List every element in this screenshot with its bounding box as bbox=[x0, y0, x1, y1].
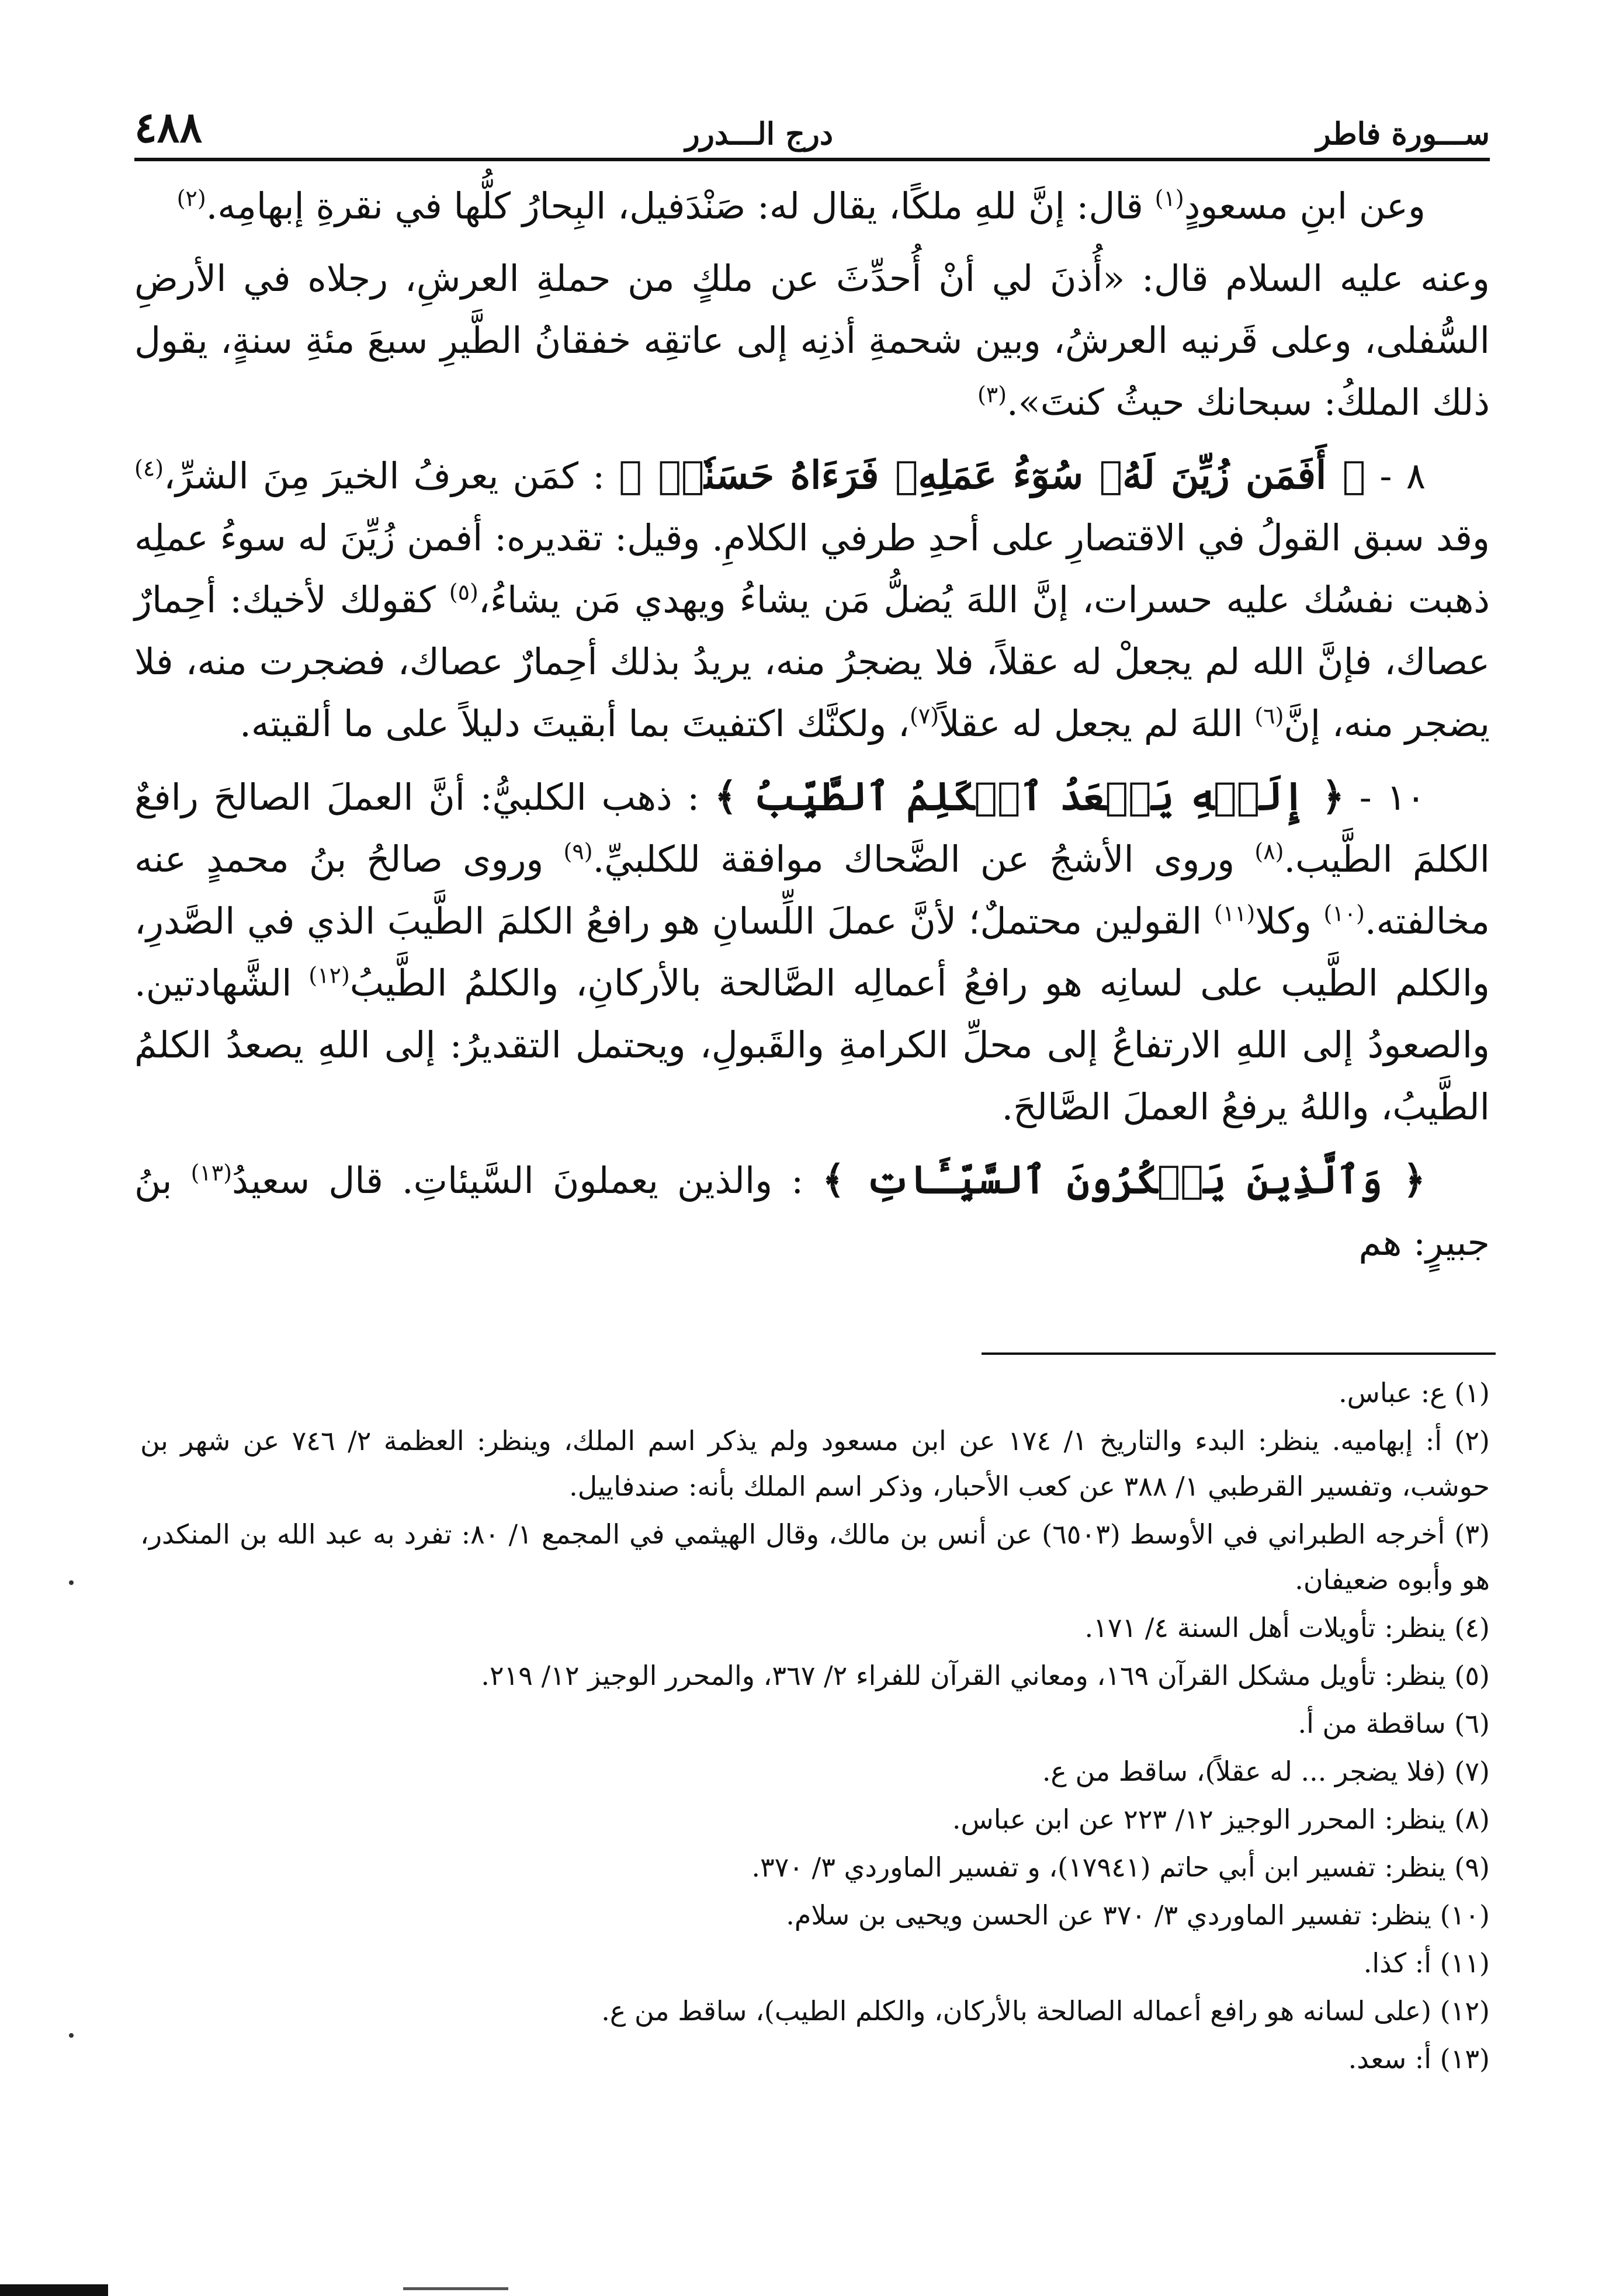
footnote-1: (١) ع: عباس. bbox=[1338, 1377, 1490, 1409]
text-run: قال: إنَّ للهِ ملكًا، يقال له: صَنْدَفيل، البِحارُ كلُّها في نقرةِ إبهامِه. bbox=[206, 185, 1155, 227]
scan-speck bbox=[69, 2033, 74, 2038]
footnote-7: (٧) (فلا يضجر ... له عقلاً)، ساقط من ع. bbox=[1042, 1756, 1490, 1787]
footnote-ref[interactable]: (٤) bbox=[134, 455, 164, 481]
text-run: وكلا bbox=[1255, 900, 1324, 942]
text-run: كقولك لأخيك: أحِمارٌ عصاك، فإنَّ الله لم يجعلْ له عقلاً، فلا يضجرُ منه، يريدُ بذلك أحِمارٌ عصاك، فضجرت منه، فلا يضجر منه، إنَّ bbox=[134, 578, 1490, 745]
running-header bbox=[134, 88, 1490, 152]
footnote-11: (١١) أ: كذا. bbox=[1363, 1947, 1490, 1979]
quran-quote: ﴿ أَفَمَن زُيِّنَ لَهُۥ سُوٓءُ عَمَلِهِۦ فَرَءَاهُ حَسَنٗاۖ ﴾ bbox=[619, 452, 1366, 498]
footnote-2: (٢) أ: إبهاميه. ينظر: البدء والتاريخ ١/ ١٧٤ عن ابن مسعود ولم يذكر اسم الملك، وينظر: العظمة ٢/ ٧٤٦ عن شهر بن حوشب، وتفسير القرطبي ١/ ٣٨٨ عن كعب الأحبار، وذكر اسم الملك بأنه: صندفاييل. bbox=[140, 1425, 1490, 1502]
footnote-ref[interactable]: (١٠) bbox=[1323, 900, 1365, 927]
footnote-ref[interactable]: (١) bbox=[1154, 185, 1184, 211]
text-run: : والذين يعملونَ السَّيئاتِ. قال سعيدُ bbox=[232, 1159, 823, 1202]
footnote-ref[interactable]: (٨) bbox=[1254, 838, 1284, 865]
text-run: ، ولكنَّك اكتفيتَ بما أبقيتَ دليلاً على ما ألقيته. bbox=[240, 702, 910, 745]
paragraph-verse-8 bbox=[134, 444, 1490, 755]
footnote-ref[interactable]: (٣) bbox=[977, 381, 1007, 408]
text-run: اللهَ لم يجعل له عقلاً bbox=[939, 702, 1255, 745]
text-run: وعنه عليه السلام قال: «أُذنَ لي أنْ أُحدِّثَ عن ملكٍ من حملةِ العرشِ، رجلاه في الأرضِ السُّفلى، وعلى قَرنيه العرشُ، وبين شحمةِ أذنِه إلى عاتقِه خفقانُ الطَّيرِ سبعَ مئةِ سنةٍ، يقول ذلك الملكُ: سبحانك حيثُ كنتَ». bbox=[134, 257, 1490, 424]
verse-number: ٨ - bbox=[1365, 455, 1426, 497]
footnote-5: (٥) ينظر: تأويل مشكل القرآن ١٦٩، ومعاني القرآن للفراء ٢/ ٣٦٧، والمحرر الوجيز ١٢/ ٢١٩. bbox=[481, 1660, 1490, 1691]
paragraph-verse-10b bbox=[134, 1149, 1490, 1274]
footnote-ref[interactable]: (٧) bbox=[910, 703, 939, 729]
surah-title: ســـورة فاطر bbox=[1316, 116, 1490, 152]
text-run: وروى صالحُ بنُ محمدٍ عنه مخالفته. bbox=[134, 838, 1490, 942]
footnote-ref[interactable]: (٥) bbox=[449, 579, 478, 605]
footnote-8: (٨) ينظر: المحرر الوجيز ١٢/ ٢٢٣ عن ابن عباس. bbox=[952, 1803, 1490, 1835]
footnote-ref[interactable]: (٦) bbox=[1254, 703, 1284, 729]
header-rule bbox=[134, 158, 1490, 161]
book-title: درج الـــدرر bbox=[685, 116, 834, 152]
text-run: وروى الأشجُ عن الضَّحاك موافقة للكلبيِّ. bbox=[592, 838, 1255, 880]
paragraph-2 bbox=[134, 248, 1490, 433]
scan-speck bbox=[69, 1580, 74, 1585]
footnote-12: (١٢) (على لسانه هو رافع أعماله الصالحة بالأركان، والكلم الطيب)، ساقط من ع. bbox=[601, 1995, 1490, 2027]
paragraph-verse-10 bbox=[134, 765, 1490, 1138]
quran-quote: ﴿ إِلَيۡهِ يَصۡعَدُ ٱلۡكَلِمُ ٱلطَّيِّبُ ﴾ bbox=[714, 774, 1345, 819]
text-run: القولين محتملٌ؛ لأنَّ عملَ اللِّسانِ هو رافعُ الكلمَ الطَّيبَ الذي في الصَّدرِ، والكلم الطَّيب على لسانِه هو رافعُ أعمالِه الصَّالحة بالأركانِ، والكلمُ الطَّيبُ bbox=[134, 900, 1490, 1004]
footnotes bbox=[140, 1370, 1490, 2084]
footnote-9: (٩) ينظر: تفسير ابن أبي حاتم (١٧٩٤١)، و تفسير الماوردي ٣/ ٣٧٠. bbox=[751, 1851, 1490, 1883]
footnote-6: (٦) ساقطة من أ. bbox=[1298, 1708, 1490, 1739]
text-run: وقد سبق القولُ في الاقتصارِ على أحدِ طرفي الكلامِ. وقيل: تقديره: أفمن زُيِّنَ له سوءُ عملِه ذهبت نفسُك عليه حسرات، إنَّ اللهَ يُضلُّ مَن يشاءُ ويهدي مَن يشاءُ، bbox=[134, 516, 1490, 621]
scan-edge-bar bbox=[0, 2284, 108, 2296]
footnote-rule bbox=[982, 1352, 1496, 1355]
footnote-ref[interactable]: (١٣) bbox=[190, 1160, 233, 1186]
footnote-ref[interactable]: (١١) bbox=[1213, 900, 1256, 927]
main-text bbox=[134, 175, 1490, 1284]
text-run: بنُ جبيرٍ: هم bbox=[134, 1159, 1490, 1264]
footnote-3: (٣) أخرجه الطبراني في الأوسط (٦٥٠٣) عن أنس بن مالك، وقال الهيثمي في المجمع ١/ ٨٠: تفرد به عبد الله بن المنكدر، هو وأبوه ضعيفان. bbox=[140, 1518, 1490, 1596]
footnote-ref[interactable]: (٢) bbox=[176, 185, 206, 211]
footnote-ref[interactable]: (١٢) bbox=[308, 962, 350, 989]
footnote-10: (١٠) ينظر: تفسير الماوردي ٣/ ٣٧٠ عن الحسن ويحيى بن سلام. bbox=[786, 1899, 1490, 1931]
verse-number: ١٠ - bbox=[1344, 776, 1426, 818]
page-number: ٤٨٨ bbox=[134, 102, 203, 152]
quran-quote: ﴿ وَٱلَّذِينَ يَمۡكُرُونَ ٱلسَّيِّـَٔاتِ ﴾ bbox=[822, 1157, 1426, 1202]
text-run: وعن ابنِ مسعودٍ bbox=[1184, 185, 1426, 227]
text-run: : كمَن يعرفُ الخيرَ مِنَ الشرِّ، bbox=[164, 455, 619, 497]
text-run: : ذهب الكلبيُّ: أنَّ العملَ الصالحَ رافعٌ الكلمَ الطَّيب. bbox=[134, 776, 1490, 880]
paragraph-1 bbox=[134, 175, 1490, 237]
footnote-13: (١٣) أ: سعد. bbox=[1348, 2043, 1490, 2075]
text-run: الشَّهادتين. والصعودُ إلى اللهِ الارتفاعُ إلى محلِّ الكرامةِ والقَبولِ، ويحتمل التقديرُ: إلى اللهِ يصعدُ الكلمُ الطَّيبُ، واللهُ يرفعُ العملَ الصَّالحَ. bbox=[134, 962, 1490, 1128]
scan-edge-line bbox=[403, 2287, 508, 2290]
footnote-4: (٤) ينظر: تأويلات أهل السنة ٤/ ١٧١. bbox=[1084, 1612, 1490, 1643]
footnote-ref[interactable]: (٩) bbox=[563, 838, 593, 865]
